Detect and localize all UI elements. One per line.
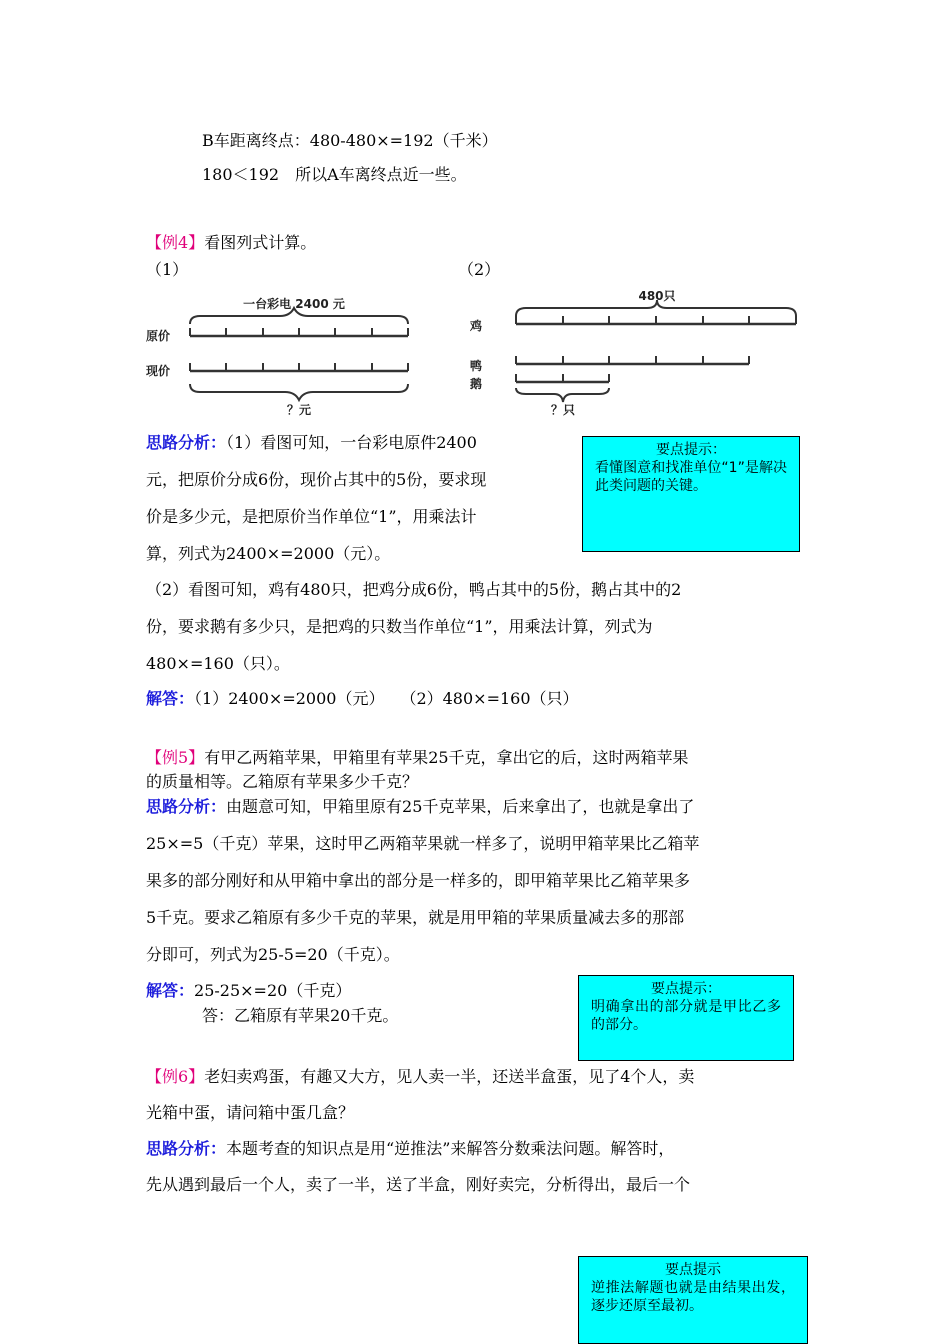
ex5-answer-line-2: 答：乙箱原有苹果20千克。 xyxy=(202,1006,399,1025)
tip-box-2 xyxy=(578,975,794,1061)
figure-tv-price xyxy=(140,288,440,418)
ex4-analysis-line-4: 算，列式为2400×=2000（元）。 xyxy=(146,544,391,563)
example-4-tag: 【例4】 xyxy=(146,233,205,252)
compare-line: 180＜192 所以A车离终点近一些。 xyxy=(202,165,467,184)
example-6-line-1 xyxy=(146,1064,694,1087)
ex4-answer-text: （1）2400×=2000（元） （2）480×=160（只） xyxy=(194,689,579,708)
example-4-text: 看图列式计算。 xyxy=(204,233,317,252)
ex4-analysis-text-1: （1）看图可知，一台彩电原件2400 xyxy=(226,433,477,452)
example-5-tag: 【例5】 xyxy=(146,748,205,767)
ex5-analysis-line-2: 25×=5（千克）苹果，这时甲乙两箱苹果就一样多了，说明甲箱苹果比乙箱苹 xyxy=(146,834,700,853)
tip-2-title: 要点提示： xyxy=(651,981,721,997)
tip-1-title: 要点提示： xyxy=(656,442,726,458)
part-2-label: （2） xyxy=(458,260,501,279)
ex4-answer-label: 解答： xyxy=(146,689,195,708)
example-5-text-1: 有甲乙两箱苹果，甲箱里有苹果25千克，拿出它的后，这时两箱苹果 xyxy=(204,748,689,767)
ex4-analysis-line-2: 元，把原价分成6份，现价占其中的5份，要求现 xyxy=(146,470,487,489)
ex5-answer-line xyxy=(146,978,351,1001)
example-6-text-1: 老妇卖鸡蛋，有趣又大方，见人卖一半，还送半盒蛋，见了4个人，卖 xyxy=(204,1067,695,1086)
example-4-heading xyxy=(146,230,316,253)
ex5-analysis-text-1: 由题意可知，甲箱里原有25千克苹果，后来拿出了，也就是拿出了 xyxy=(226,797,695,816)
ex5-analysis-label: 思路分析： xyxy=(146,797,227,816)
ex4-analysis-line-1 xyxy=(146,430,477,453)
figure1-bottom-brace xyxy=(190,384,408,400)
ex5-analysis-line-4: 5千克。要求乙箱原有多少千克的苹果，就是用甲箱的苹果质量减去多的那部 xyxy=(146,908,685,927)
example-5-line-1 xyxy=(146,745,689,768)
figure2-top-label: 480只 xyxy=(638,289,676,303)
ex4-answer-line xyxy=(146,686,579,709)
example-6-tag: 【例6】 xyxy=(146,1067,205,1086)
tip-3-title: 要点提示 xyxy=(665,1262,721,1278)
figure2-row3-label: 鹅 xyxy=(470,377,483,391)
ex4-part2-line-2: 份，要求鹅有多少只，是把鸡的只数当作单位“1”，用乘法计算，列式为 xyxy=(146,617,653,636)
example-6-line-2: 光箱中蛋，请问箱中蛋几盒？ xyxy=(146,1103,355,1122)
ex4-analysis-line-3: 价是多少元，是把原价当作单位“1”，用乘法计 xyxy=(146,507,477,526)
figure2-top-brace xyxy=(516,300,796,316)
ex4-part2-line-1: （2）看图可知，鸡有480只，把鸡分成6份，鸭占其中的5份，鹅占其中的2 xyxy=(146,580,682,599)
tip-3-body: 逆推法解题也就是由结果出发，逐步还原至最初。 xyxy=(591,1280,795,1314)
part-1-label: （1） xyxy=(146,260,189,279)
ex6-analysis-line-2: 先从遇到最后一个人，卖了一半，送了半盒，刚好卖完，分析得出，最后一个 xyxy=(146,1175,691,1194)
ex4-part2-line-3: 480×=160（只）。 xyxy=(146,654,290,673)
b-car-line: B车距离终点：480-480×=192（千米） xyxy=(202,131,498,150)
figure-poultry-count xyxy=(462,284,807,418)
figure1-row1-label: 原价 xyxy=(146,329,171,343)
ex6-analysis-label: 思路分析： xyxy=(146,1139,227,1158)
figure1-row2-label: 现价 xyxy=(146,364,171,378)
ex5-answer-text: 25-25×=20（千克） xyxy=(194,981,352,1000)
tip-1-body: 看懂图意和找准单位“1”是解决此类问题的关键。 xyxy=(595,460,787,494)
ex5-analysis-line-1 xyxy=(146,794,694,817)
figure1-top-label: 一台彩电 2400 元 xyxy=(243,297,345,311)
tip-2-body: 明确拿出的部分就是甲比乙多的部分。 xyxy=(591,999,781,1033)
figure2-row2-label: 鸭 xyxy=(470,359,483,373)
tip-box-1 xyxy=(582,436,800,552)
ex4-analysis-label: 思路分析： xyxy=(146,433,227,452)
ex6-analysis-line-1 xyxy=(146,1136,674,1159)
figure2-row1-label: 鸡 xyxy=(470,319,483,333)
ex5-analysis-line-5: 分即可，列式为25-5=20（千克）。 xyxy=(146,945,400,964)
figure1-bottom-label: ？元 xyxy=(286,403,312,417)
figure2-bottom-brace xyxy=(516,388,609,402)
ex5-answer-label: 解答： xyxy=(146,981,195,1000)
ex6-analysis-text-1: 本题考查的知识点是用“逆推法”来解答分数乘法问题。解答时， xyxy=(226,1139,675,1158)
ex5-analysis-line-3: 果多的部分刚好和从甲箱中拿出的部分是一样多的，即甲箱苹果比乙箱苹果多 xyxy=(146,871,691,890)
tip-box-3 xyxy=(578,1256,808,1344)
example-5-line-2: 的质量相等。乙箱原有苹果多少千克？ xyxy=(146,772,419,791)
figure2-bottom-label: ？只 xyxy=(550,403,576,417)
